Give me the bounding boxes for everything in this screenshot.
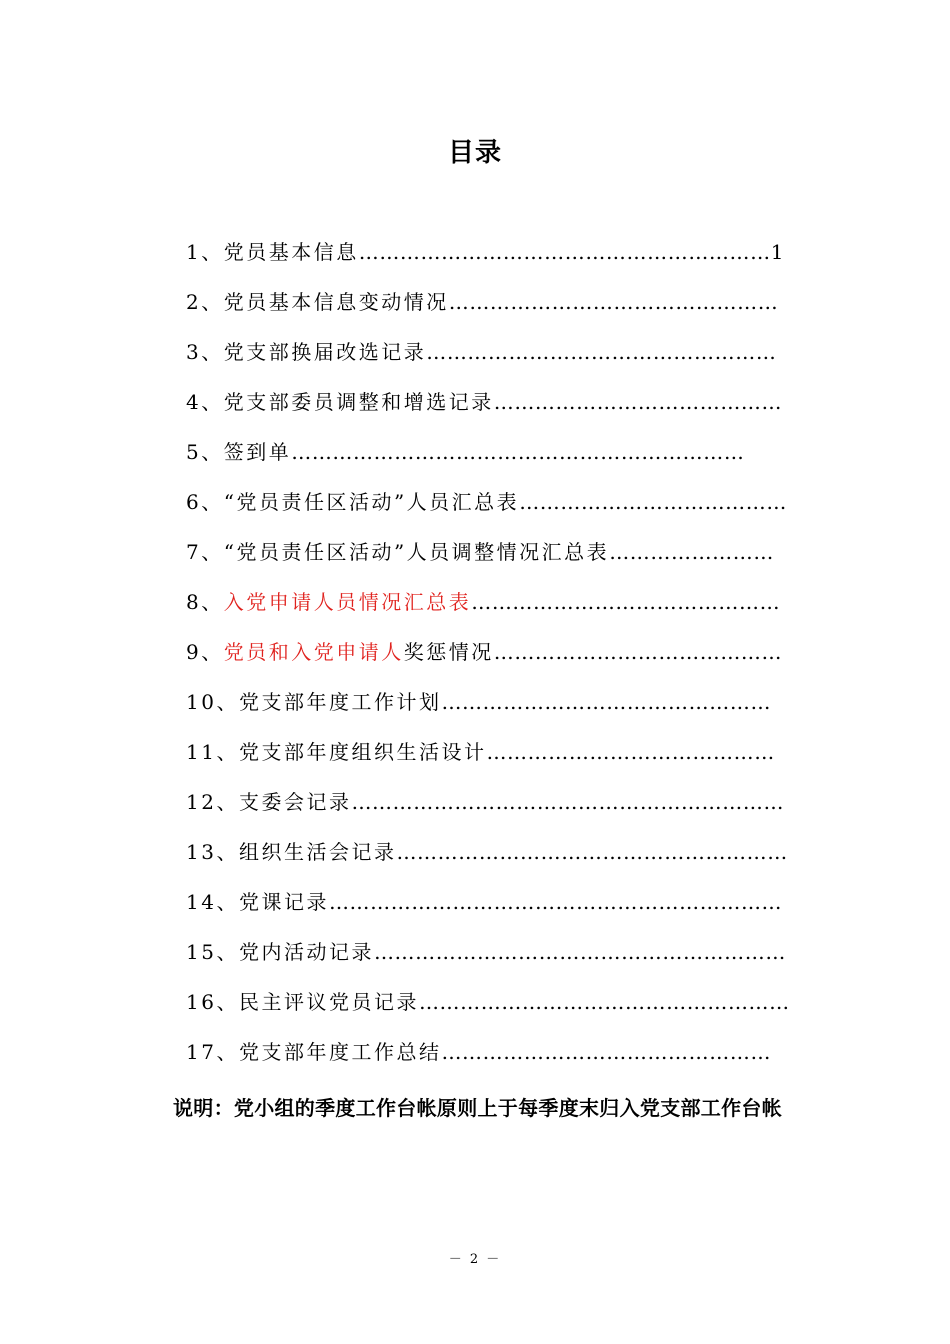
- toc-item-label: 党支部换届改选记录: [223, 340, 427, 364]
- toc-item-page: 1: [770, 240, 786, 264]
- toc-leader-dots: ……………………………………………………: [373, 940, 786, 964]
- toc-item-number: 5、: [186, 440, 224, 464]
- toc-item-12[interactable]: [186, 782, 784, 822]
- toc-item-label: 党员基本信息变动情况: [223, 290, 449, 314]
- toc-leader-dots: ……………………………………: [493, 640, 783, 664]
- toc-item-label: 奖惩情况: [403, 640, 494, 664]
- explanatory-note: 说明：党小组的季度工作台帐原则上于每季度末归入党支部工作台帐: [173, 1096, 782, 1120]
- toc-item-label: 党支部年度组织生活设计: [238, 740, 487, 764]
- toc-item-label: 党内活动记录: [238, 940, 374, 964]
- toc-item-number: 16、: [186, 990, 239, 1014]
- toc-item-3[interactable]: [186, 332, 776, 372]
- toc-item-number: 8、: [186, 590, 224, 614]
- toc-item-13[interactable]: [186, 832, 788, 872]
- toc-item-label: 民主评议党员记录: [238, 990, 419, 1014]
- toc-item-number: 2、: [186, 290, 224, 314]
- toc-leader-dots: …………………………………………: [441, 1040, 772, 1064]
- toc-item-5[interactable]: [186, 432, 744, 472]
- toc-item-14[interactable]: [186, 882, 782, 922]
- page-number: － 2 －: [448, 1252, 502, 1267]
- toc-item-10[interactable]: [186, 682, 771, 722]
- toc-item-number: 6、: [186, 490, 224, 514]
- toc-item-label: 党支部年度工作计划: [238, 690, 442, 714]
- toc-item-number: 3、: [186, 340, 224, 364]
- toc-leader-dots: ………………………………………………: [418, 990, 790, 1014]
- toc-item-8[interactable]: [186, 582, 780, 622]
- toc-leader-dots: …………………………………………………………: [328, 890, 783, 914]
- toc-leader-dots: ……………………………………: [486, 740, 775, 764]
- toc-item-number: 9、: [186, 640, 224, 664]
- toc-item-number: 7、: [186, 540, 224, 564]
- toc-item-number: 15、: [186, 940, 239, 964]
- page-title: 目录: [447, 138, 502, 168]
- toc-item-label: 党课记录: [238, 890, 329, 914]
- toc-leader-dots: ……………………: [609, 540, 774, 564]
- toc-leader-dots: ………………………………………: [471, 590, 781, 614]
- toc-leader-dots: …………………………………………………………: [291, 440, 745, 464]
- toc-item-number: 13、: [186, 840, 239, 864]
- toc-item-6[interactable]: [186, 482, 787, 522]
- toc-item-number: 11、: [186, 740, 239, 764]
- toc-item-7[interactable]: [186, 532, 774, 572]
- toc-leader-dots: ……………………………………: [493, 390, 783, 414]
- toc-item-9[interactable]: [186, 632, 782, 672]
- toc-item-label: 组织生活会记录: [238, 840, 397, 864]
- toc-item-number: 1、: [186, 240, 224, 264]
- toc-item-label: 签到单: [223, 440, 292, 464]
- toc-item-label: 党支部委员调整和增选记录: [223, 390, 494, 414]
- toc-leader-dots: …………………………………………: [448, 290, 779, 314]
- toc-item-label: 党员基本信息: [223, 240, 359, 264]
- toc-item-17[interactable]: [186, 1032, 771, 1072]
- toc-item-4[interactable]: [186, 382, 782, 422]
- toc-leader-dots: ………………………………………………………: [351, 790, 785, 814]
- toc-item-label: “党员责任区活动”人员汇总表: [223, 490, 520, 514]
- toc-item-label: “党员责任区活动”人员调整情况汇总表: [223, 540, 610, 564]
- toc-item-15[interactable]: [186, 932, 786, 972]
- toc-item-label-highlight: 入党申请人员情况汇总表: [223, 590, 472, 614]
- toc-leader-dots: ……………………………………………………: [358, 240, 771, 264]
- toc-leader-dots: …………………………………………………: [396, 840, 788, 864]
- toc-item-number: 17、: [186, 1040, 239, 1064]
- toc-item-2[interactable]: [186, 282, 778, 322]
- toc-item-number: 12、: [186, 790, 239, 814]
- toc-item-label-highlight: 党员和入党申请人: [223, 640, 404, 664]
- toc-item-number: 4、: [186, 390, 224, 414]
- toc-item-label: 党支部年度工作总结: [238, 1040, 442, 1064]
- toc-item-1[interactable]: [186, 232, 786, 272]
- toc-item-number: 14、: [186, 890, 239, 914]
- toc-item-label: 支委会记录: [238, 790, 352, 814]
- toc-item-16[interactable]: [186, 982, 790, 1022]
- toc-leader-dots: …………………………………: [519, 490, 787, 514]
- toc-leader-dots: …………………………………………: [441, 690, 772, 714]
- toc-item-number: 10、: [186, 690, 239, 714]
- toc-item-11[interactable]: [186, 732, 775, 772]
- toc-leader-dots: ……………………………………………: [426, 340, 777, 364]
